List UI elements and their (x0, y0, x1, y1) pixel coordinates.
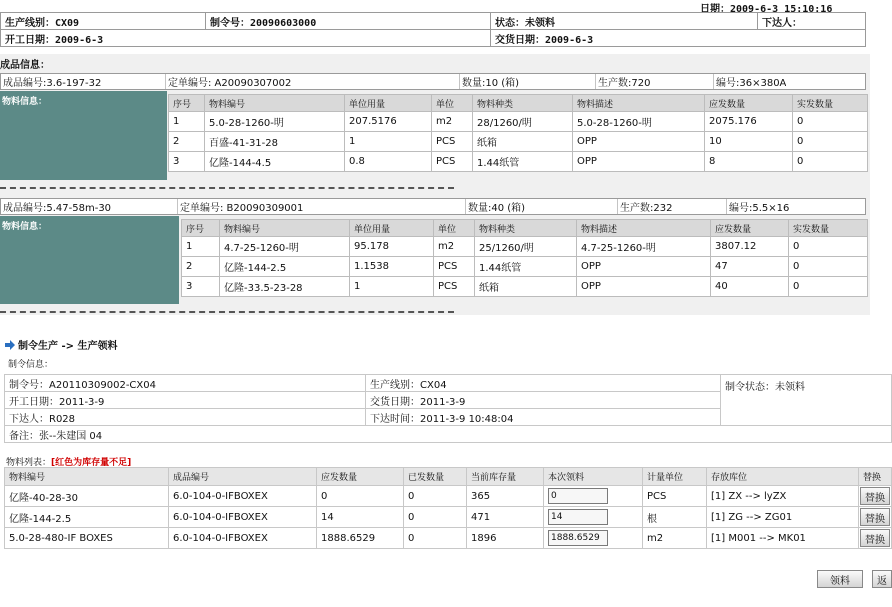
table-row: 1 5.0-28-1260-明 207.5176 m2 28/1260/明 5.0-28-1260-明 2075.176 0 (169, 112, 868, 132)
col-unit-usage: 单位用量 (345, 95, 432, 112)
table-header-row (5, 468, 892, 486)
col-unit-usage: 单位用量 (350, 220, 434, 237)
info-line: 生产线别：CX04 (366, 375, 721, 392)
status-label: 状态： (495, 17, 525, 29)
col-material: 物料编号 (5, 468, 169, 486)
pick-button[interactable]: 领料 (817, 570, 863, 588)
col-material-desc: 物料描述 (573, 95, 705, 112)
order-info-table (4, 374, 892, 443)
table-header-row (169, 95, 868, 112)
table-row: 亿隆-144-2.5 6.0-104-0-IFBOXEX 14 0 471 14 根 [1] ZG --> ZG01 替换 (5, 507, 892, 528)
pick-qty-input[interactable]: 14 (548, 509, 608, 525)
start-date-label: 开工日期： (5, 34, 55, 46)
product-2-produced: 生产数:232 (618, 199, 727, 214)
info-issuer: 下达人：R028 (5, 409, 366, 426)
date-value: 2009-6-3 15:10:16 (730, 4, 833, 15)
col-stock: 当前库存量 (467, 468, 544, 486)
product-2-qty: 数量:40 (箱) (466, 199, 618, 214)
order-no-value: 20090603000 (250, 17, 317, 29)
line-label: 生产线别： (5, 17, 55, 29)
col-replace: 替换 (859, 468, 892, 486)
product-1-material-label: 物料信息： (0, 91, 167, 180)
table-header-row (182, 220, 868, 237)
info-due-date: 交货日期：2011-3-9 (366, 392, 721, 409)
table-row: 2 亿隆-144-2.5 1.1538 PCS 1.44纸管 OPP 47 0 (182, 257, 868, 277)
product-2-order-no: 定单编号: B20090309001 (178, 199, 466, 214)
info-order-no: 制令号：A20110309002-CX04 (5, 375, 366, 392)
replace-button[interactable]: 替换 (860, 508, 890, 526)
pick-qty-input[interactable]: 1888.6529 (548, 530, 608, 546)
product-1-number: 成品编号:3.6-197-32 (1, 74, 166, 89)
product-1-order-no: 定单编号: A20090307002 (166, 74, 460, 89)
due-date-value: 2009-6-3 (545, 34, 594, 46)
order-info-title: 制令信息： (8, 360, 54, 370)
table-row: 3 亿隆-144-4.5 0.8 PCS 1.44纸管 OPP 8 0 (169, 152, 868, 172)
stock-warning: [红色为库存量不足] (51, 458, 132, 468)
col-issued: 已发数量 (404, 468, 467, 486)
col-seq: 序号 (182, 220, 220, 237)
col-due-qty: 应发数量 (705, 95, 793, 112)
col-due: 应发数量 (317, 468, 404, 486)
return-button[interactable]: 返 (872, 570, 892, 588)
table-row: 1 4.7-25-1260-明 95.178 m2 25/1260/明 4.7-25-1260-明 3807.12 0 (182, 237, 868, 257)
line-value: CX09 (55, 17, 80, 29)
due-date-label: 交货日期： (495, 34, 545, 46)
col-product: 成品编号 (169, 468, 317, 486)
start-date-value: 2009-6-3 (55, 34, 104, 46)
product-2-material-label: 物料信息： (0, 216, 179, 304)
col-this-pick: 本次领料 (544, 468, 643, 486)
product-2-number: 成品编号:5.47-58m-30 (1, 199, 178, 214)
list-label: 物料列表： (6, 458, 52, 468)
col-seq: 序号 (169, 95, 205, 112)
col-unit: 单位 (434, 220, 475, 237)
product-2-material-table (181, 219, 868, 297)
replace-button[interactable]: 替换 (860, 487, 890, 505)
product-1-code: 编号:36×380A (716, 78, 787, 89)
arrow-right-icon (4, 340, 15, 350)
col-location: 存放库位 (707, 468, 859, 486)
replace-button[interactable]: 替换 (860, 529, 890, 547)
breadcrumb-text[interactable]: 制令生产 -> 生产领料 (18, 341, 118, 352)
info-issue-time: 下达时间：2011-3-9 10:48:04 (366, 409, 721, 426)
info-start-date: 开工日期：2011-3-9 (5, 392, 366, 409)
product-2-code: 编号:5.5×16 (729, 203, 790, 214)
col-material-desc: 物料描述 (577, 220, 711, 237)
date-label: 日期： (700, 4, 730, 15)
col-material-type: 物料种类 (475, 220, 577, 237)
issuer-label: 下达人： (762, 17, 802, 29)
col-unit: 单位 (432, 95, 473, 112)
product-1-infobar (0, 73, 866, 90)
col-material-no: 物料编号 (220, 220, 350, 237)
order-no-label: 制令号： (210, 17, 250, 29)
product-2-infobar (0, 198, 866, 215)
breadcrumb (4, 337, 118, 352)
product-1-material-table (168, 94, 868, 172)
col-unit: 计量单位 (643, 468, 707, 486)
separator-1 (0, 187, 454, 189)
status-value: 未领料 (525, 17, 555, 29)
info-status: 制令状态：未领料 (721, 375, 892, 426)
order-header-table (0, 12, 866, 47)
info-remark: 备注：张--朱建国 04 (5, 426, 892, 443)
material-list-table (4, 467, 892, 549)
separator-2 (0, 311, 454, 313)
table-row: 亿隆-40-28-30 6.0-104-0-IFBOXEX 0 0 365 0 PCS [1] ZX --> lyZX 替换 (5, 486, 892, 507)
table-row: 5.0-28-480-IF BOXES 6.0-104-0-IFBOXEX 1888.6529 0 1896 1888.6529 m2 [1] M001 --> MK01 替换 (5, 528, 892, 549)
col-material-type: 物料种类 (473, 95, 573, 112)
product-section-title: 成品信息： (0, 60, 50, 71)
table-row: 2 百盛-41-31-28 1 PCS 纸箱 OPP 10 0 (169, 132, 868, 152)
col-due-qty: 应发数量 (711, 220, 789, 237)
product-1-produced: 生产数:720 (596, 74, 714, 89)
table-row: 3 亿隆-33.5-23-28 1 PCS 纸箱 OPP 40 0 (182, 277, 868, 297)
col-actual-qty: 实发数量 (789, 220, 868, 237)
product-1-qty: 数量:10 (箱) (460, 74, 596, 89)
col-actual-qty: 实发数量 (793, 95, 868, 112)
pick-qty-input[interactable]: 0 (548, 488, 608, 504)
col-material-no: 物料编号 (205, 95, 345, 112)
